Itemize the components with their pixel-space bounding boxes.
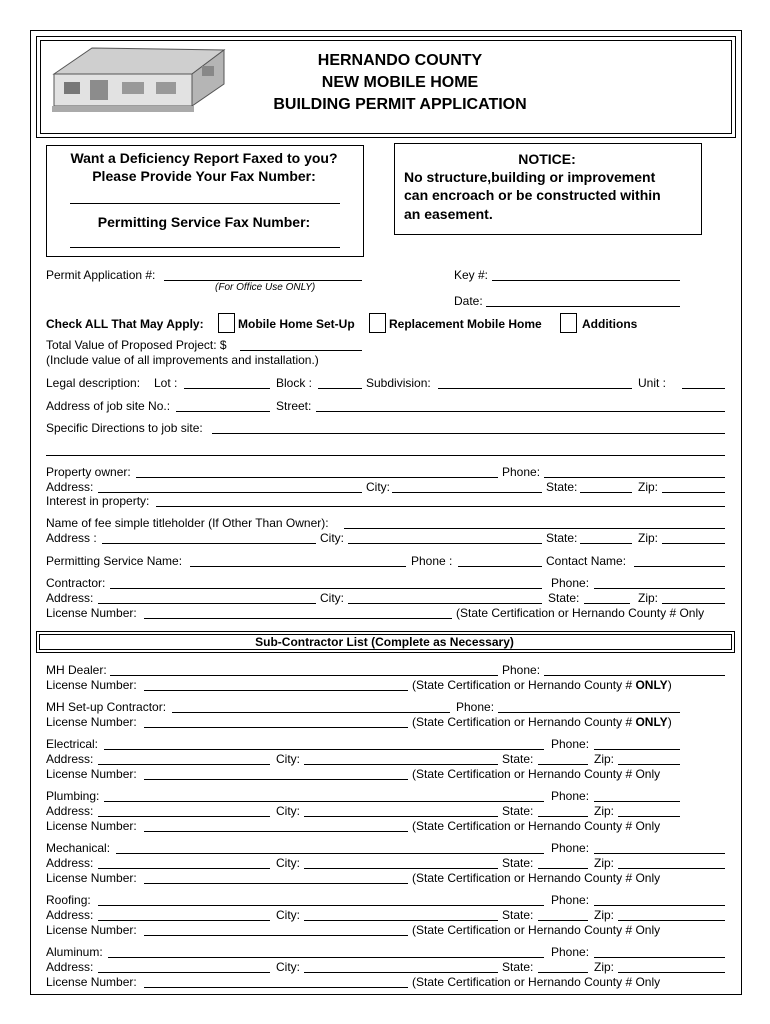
plumbing-license-field[interactable] xyxy=(144,831,408,832)
mh-setup-license-label: License Number: xyxy=(46,715,137,729)
roofing-license-label: License Number: xyxy=(46,923,137,937)
mechanical-address-label: Address: xyxy=(46,856,94,870)
roofing-label: Roofing: xyxy=(46,893,91,907)
owner-zip-field[interactable] xyxy=(662,492,725,493)
owner-city-field[interactable] xyxy=(392,492,542,493)
contractor-zip-field[interactable] xyxy=(662,603,725,604)
owner-address-label: Address: xyxy=(46,480,94,494)
permit-application-label: Permit Application #: xyxy=(46,268,156,282)
mh-setup-phone-label: Phone: xyxy=(456,700,495,714)
contractor-license-label: License Number: xyxy=(46,606,137,620)
plumbing-zip-label: Zip: xyxy=(594,804,615,818)
date-field[interactable] xyxy=(486,306,680,307)
mh-setup-license-field[interactable] xyxy=(144,727,408,728)
lot-field[interactable] xyxy=(184,388,270,389)
electrical-phone-label: Phone: xyxy=(551,737,590,751)
plumbing-phone-label: Phone: xyxy=(551,789,590,803)
mechanical-city-field[interactable] xyxy=(304,868,498,869)
titleholder-address-field[interactable] xyxy=(102,543,316,544)
titleholder-zip-label: Zip: xyxy=(638,531,659,545)
replacement-label: Replacement Mobile Home xyxy=(389,317,542,331)
notice-line-2: can encroach or be constructed within xyxy=(404,187,661,203)
check-all-label: Check ALL That May Apply: xyxy=(46,317,204,331)
mechanical-cert-note: (State Certification or Hernando County # Only xyxy=(412,871,661,885)
fax-number-field[interactable] xyxy=(70,203,340,204)
roofing-license-field[interactable] xyxy=(144,935,408,936)
aluminum-phone-label: Phone: xyxy=(551,945,590,959)
aluminum-address-field[interactable] xyxy=(98,972,270,973)
directions-field-2[interactable] xyxy=(46,455,725,456)
aluminum-license-field[interactable] xyxy=(144,987,408,988)
mechanical-city-label: City: xyxy=(276,856,300,870)
titleholder-city-field[interactable] xyxy=(348,543,542,544)
property-owner-field[interactable] xyxy=(136,477,498,478)
mh-dealer-license-label: License Number: xyxy=(46,678,137,692)
titleholder-field[interactable] xyxy=(344,528,725,529)
mh-setup-phone-field[interactable] xyxy=(498,712,680,713)
titleholder-state-label: State: xyxy=(546,531,578,545)
mobile-home-setup-label: Mobile Home Set-Up xyxy=(238,317,355,331)
electrical-cert-note: (State Certification or Hernando County # Only xyxy=(412,767,661,781)
service-name-label: Permitting Service Name: xyxy=(46,554,183,568)
cert-close: ) xyxy=(667,715,672,729)
mechanical-zip-label: Zip: xyxy=(594,856,615,870)
notice-line-3: an easement. xyxy=(404,206,493,222)
notice-line-1: No structure,building or improvement xyxy=(404,169,656,185)
permit-application-field[interactable] xyxy=(164,280,362,281)
electrical-zip-label: Zip: xyxy=(594,752,615,766)
contact-name-field[interactable] xyxy=(634,566,725,567)
title-line-1: HERNANDO COUNTY xyxy=(317,52,483,69)
aluminum-phone-field[interactable] xyxy=(594,957,725,958)
contractor-city-field[interactable] xyxy=(348,603,542,604)
owner-phone-label: Phone: xyxy=(502,465,541,479)
contractor-state-label: State: xyxy=(548,591,580,605)
roofing-city-label: City: xyxy=(276,908,300,922)
plumbing-state-field[interactable] xyxy=(538,816,588,817)
electrical-state-field[interactable] xyxy=(538,764,588,765)
contractor-zip-label: Zip: xyxy=(638,591,659,605)
contractor-phone-field[interactable] xyxy=(594,588,725,589)
aluminum-zip-field[interactable] xyxy=(618,972,725,973)
contractor-phone-label: Phone: xyxy=(551,576,590,590)
contractor-state-field[interactable] xyxy=(584,603,630,604)
key-field[interactable] xyxy=(492,280,680,281)
mh-dealer-phone-field[interactable] xyxy=(544,675,725,676)
aluminum-zip-label: Zip: xyxy=(594,960,615,974)
electrical-phone-field[interactable] xyxy=(594,749,680,750)
legal-description-label: Legal description: xyxy=(46,376,141,390)
plumbing-label: Plumbing: xyxy=(46,789,100,803)
unit-label: Unit : xyxy=(638,376,667,390)
mh-dealer-field[interactable] xyxy=(110,675,498,676)
roofing-state-label: State: xyxy=(502,908,534,922)
owner-state-field[interactable] xyxy=(580,492,632,493)
roofing-field[interactable] xyxy=(98,905,544,906)
contractor-label: Contractor: xyxy=(46,576,106,590)
titleholder-label: Name of fee simple titleholder (If Other Than Owner): xyxy=(46,516,329,530)
electrical-address-field[interactable] xyxy=(98,764,270,765)
electrical-city-field[interactable] xyxy=(304,764,498,765)
mechanical-state-label: State: xyxy=(502,856,534,870)
cert-only-bold: ONLY xyxy=(635,678,668,692)
aluminum-field[interactable] xyxy=(108,957,544,958)
aluminum-city-field[interactable] xyxy=(304,972,498,973)
plumbing-address-label: Address: xyxy=(46,804,94,818)
mh-dealer-cert-note xyxy=(412,678,672,692)
street-label: Street: xyxy=(276,399,312,413)
title-line-3: BUILDING PERMIT APPLICATION xyxy=(273,96,527,113)
aluminum-state-label: State: xyxy=(502,960,534,974)
subcontractor-title: Sub-Contractor List (Complete as Necessary) xyxy=(255,635,514,649)
interest-field[interactable] xyxy=(156,506,725,507)
lot-label: Lot : xyxy=(154,376,178,390)
titleholder-address-label: Address : xyxy=(46,531,97,545)
roofing-city-field[interactable] xyxy=(304,920,498,921)
total-value-field[interactable] xyxy=(240,350,362,351)
title-line-2: NEW MOBILE HOME xyxy=(321,74,479,91)
property-owner-label: Property owner: xyxy=(46,465,131,479)
block-field[interactable] xyxy=(318,388,362,389)
mechanical-field[interactable] xyxy=(116,853,544,854)
service-name-field[interactable] xyxy=(190,566,406,567)
titleholder-city-label: City: xyxy=(320,531,344,545)
directions-field[interactable] xyxy=(212,433,725,434)
owner-address-field[interactable] xyxy=(98,492,362,493)
subdivision-label: Subdivision: xyxy=(366,376,431,390)
roofing-cert-note: (State Certification or Hernando County # Only xyxy=(412,923,661,937)
include-note: (Include value of all improvements and installation.) xyxy=(46,353,319,367)
roofing-zip-field[interactable] xyxy=(618,920,725,921)
block-label: Block : xyxy=(276,376,313,390)
replacement-checkbox[interactable] xyxy=(369,313,386,333)
interest-label: Interest in property: xyxy=(46,494,150,508)
electrical-license-field[interactable] xyxy=(144,779,408,780)
contractor-license-field[interactable] xyxy=(144,618,452,619)
cert-close: ) xyxy=(667,678,672,692)
owner-zip-label: Zip: xyxy=(638,480,659,494)
owner-city-label: City: xyxy=(366,480,390,494)
owner-state-label: State: xyxy=(546,480,578,494)
electrical-address-label: Address: xyxy=(46,752,94,766)
electrical-label: Electrical: xyxy=(46,737,99,751)
subdivision-field[interactable] xyxy=(438,388,632,389)
electrical-zip-field[interactable] xyxy=(618,764,680,765)
electrical-state-label: State: xyxy=(502,752,534,766)
roofing-phone-label: Phone: xyxy=(551,893,590,907)
plumbing-phone-field[interactable] xyxy=(594,801,680,802)
plumbing-city-field[interactable] xyxy=(304,816,498,817)
aluminum-address-label: Address: xyxy=(46,960,94,974)
contractor-address-field[interactable] xyxy=(98,603,316,604)
contact-name-label: Contact Name: xyxy=(546,554,627,568)
plumbing-field[interactable] xyxy=(104,801,544,802)
contractor-cert-note: (State Certification or Hernando County # Only xyxy=(456,606,705,620)
roofing-address-field[interactable] xyxy=(98,920,270,921)
aluminum-city-label: City: xyxy=(276,960,300,974)
mechanical-phone-label: Phone: xyxy=(551,841,590,855)
plumbing-cert-note: (State Certification or Hernando County # Only xyxy=(412,819,661,833)
mechanical-address-field[interactable] xyxy=(98,868,270,869)
contractor-city-label: City: xyxy=(320,591,344,605)
key-label: Key #: xyxy=(454,268,489,282)
service-phone-field[interactable] xyxy=(458,566,542,567)
notice-title: NOTICE: xyxy=(518,151,576,167)
electrical-city-label: City: xyxy=(276,752,300,766)
titleholder-state-field[interactable] xyxy=(580,543,632,544)
mh-setup-field[interactable] xyxy=(172,712,450,713)
cert-prefix: (State Certification or Hernando County # xyxy=(412,715,636,729)
unit-field[interactable] xyxy=(682,388,725,389)
roofing-zip-label: Zip: xyxy=(594,908,615,922)
total-value-label: Total Value of Proposed Project: $ xyxy=(46,338,227,352)
owner-phone-field[interactable] xyxy=(544,477,725,478)
roofing-state-field[interactable] xyxy=(538,920,588,921)
mh-setup-label: MH Set-up Contractor: xyxy=(46,700,167,714)
mechanical-state-field[interactable] xyxy=(538,868,588,869)
mobile-home-setup-checkbox[interactable] xyxy=(218,313,235,333)
roofing-address-label: Address: xyxy=(46,908,94,922)
roofing-phone-field[interactable] xyxy=(594,905,725,906)
mechanical-label: Mechanical: xyxy=(46,841,111,855)
contractor-field[interactable] xyxy=(110,588,542,589)
additions-checkbox[interactable] xyxy=(560,313,577,333)
mechanical-phone-field[interactable] xyxy=(594,853,725,854)
office-use-note: (For Office Use ONLY) xyxy=(215,282,316,293)
mechanical-zip-field[interactable] xyxy=(618,868,725,869)
aluminum-state-field[interactable] xyxy=(538,972,588,973)
plumbing-state-label: State: xyxy=(502,804,534,818)
permitting-fax-label: Permitting Service Fax Number: xyxy=(97,214,311,230)
plumbing-license-label: License Number: xyxy=(46,819,137,833)
cert-only-bold: ONLY xyxy=(635,715,668,729)
mechanical-license-label: License Number: xyxy=(46,871,137,885)
plumbing-zip-field[interactable] xyxy=(618,816,680,817)
additions-label: Additions xyxy=(582,317,638,331)
plumbing-city-label: City: xyxy=(276,804,300,818)
aluminum-cert-note: (State Certification or Hernando County # Only xyxy=(412,975,661,989)
cert-prefix: (State Certification or Hernando County # xyxy=(412,678,636,692)
aluminum-label: Aluminum: xyxy=(46,945,103,959)
directions-label: Specific Directions to job site: xyxy=(46,421,203,435)
fax-prompt: Please Provide Your Fax Number: xyxy=(92,168,316,184)
mh-dealer-phone-label: Phone: xyxy=(502,663,541,677)
contractor-address-label: Address: xyxy=(46,591,94,605)
electrical-field[interactable] xyxy=(104,749,544,750)
date-label: Date: xyxy=(454,294,483,308)
fax-question: Want a Deficiency Report Faxed to you? xyxy=(70,150,338,166)
mh-dealer-license-field[interactable] xyxy=(144,690,408,691)
plumbing-address-field[interactable] xyxy=(98,816,270,817)
aluminum-license-label: License Number: xyxy=(46,975,137,989)
street-field[interactable] xyxy=(316,411,725,412)
address-no-label: Address of job site No.: xyxy=(46,399,171,413)
mh-setup-cert-note xyxy=(412,715,672,729)
permitting-fax-field[interactable] xyxy=(70,247,340,248)
mechanical-license-field[interactable] xyxy=(144,883,408,884)
address-no-field[interactable] xyxy=(176,411,270,412)
service-phone-label: Phone : xyxy=(411,554,453,568)
mh-dealer-label: MH Dealer: xyxy=(46,663,107,677)
titleholder-zip-field[interactable] xyxy=(662,543,725,544)
electrical-license-label: License Number: xyxy=(46,767,137,781)
